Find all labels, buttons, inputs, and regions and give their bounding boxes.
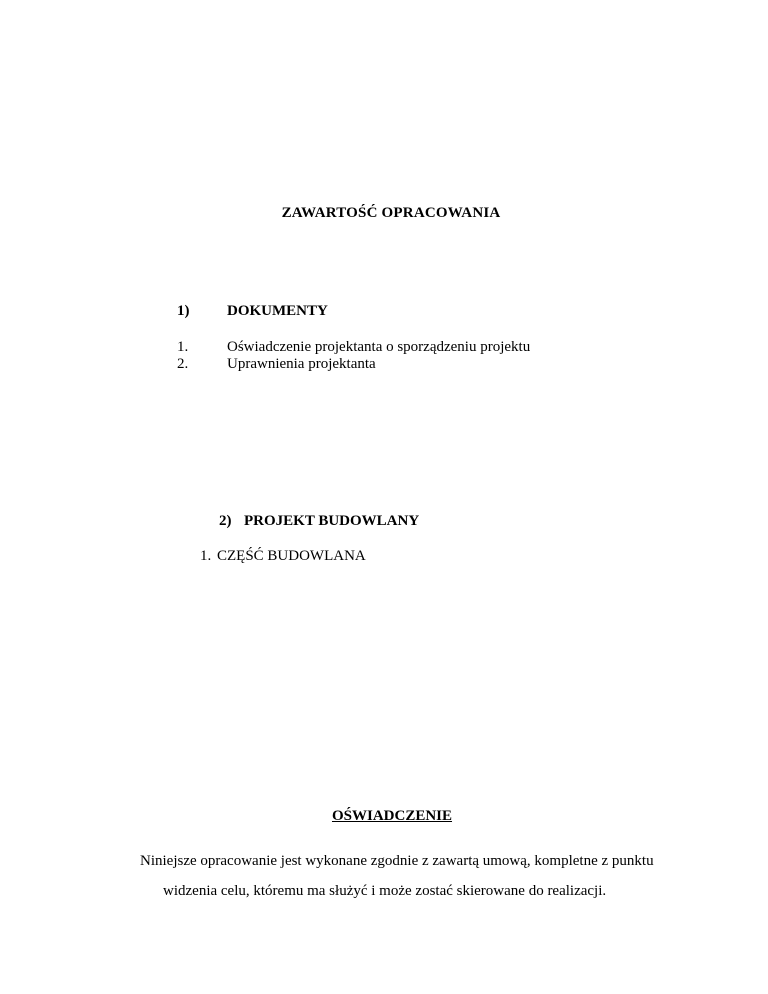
list-item-number: 1. [177,339,189,355]
list-item-text: Oświadczenie projektanta o sporządzeniu projektu [227,339,531,355]
statement-text-line-2: widzenia celu, któremu ma służyć i może zostać skierowane do realizacji. [163,883,607,899]
section-1-heading [177,303,328,320]
section-2-title: PROJEKT BUDOWLANY [244,513,420,529]
section-2-number: 2) [219,513,232,529]
statement-heading: OŚWIADCZENIE [331,808,453,824]
list-item-number: 1. [200,548,212,564]
list-item-text: Uprawnienia projektanta [227,356,376,372]
list-item [177,339,530,356]
section-1-title: DOKUMENTY [227,303,328,319]
section-2-heading [219,513,419,530]
list-item-number: 2. [177,356,189,372]
document-title: ZAWARTOŚĆ OPRACOWANIA [281,205,501,221]
section-1-number: 1) [177,303,190,319]
list-item [200,548,366,565]
statement-text-line-1: Niniejsze opracowanie jest wykonane zgodnie z zawartą umową, kompletne z punktu [140,853,654,869]
list-item [177,356,376,373]
list-item-text: CZĘŚĆ BUDOWLANA [217,548,366,564]
